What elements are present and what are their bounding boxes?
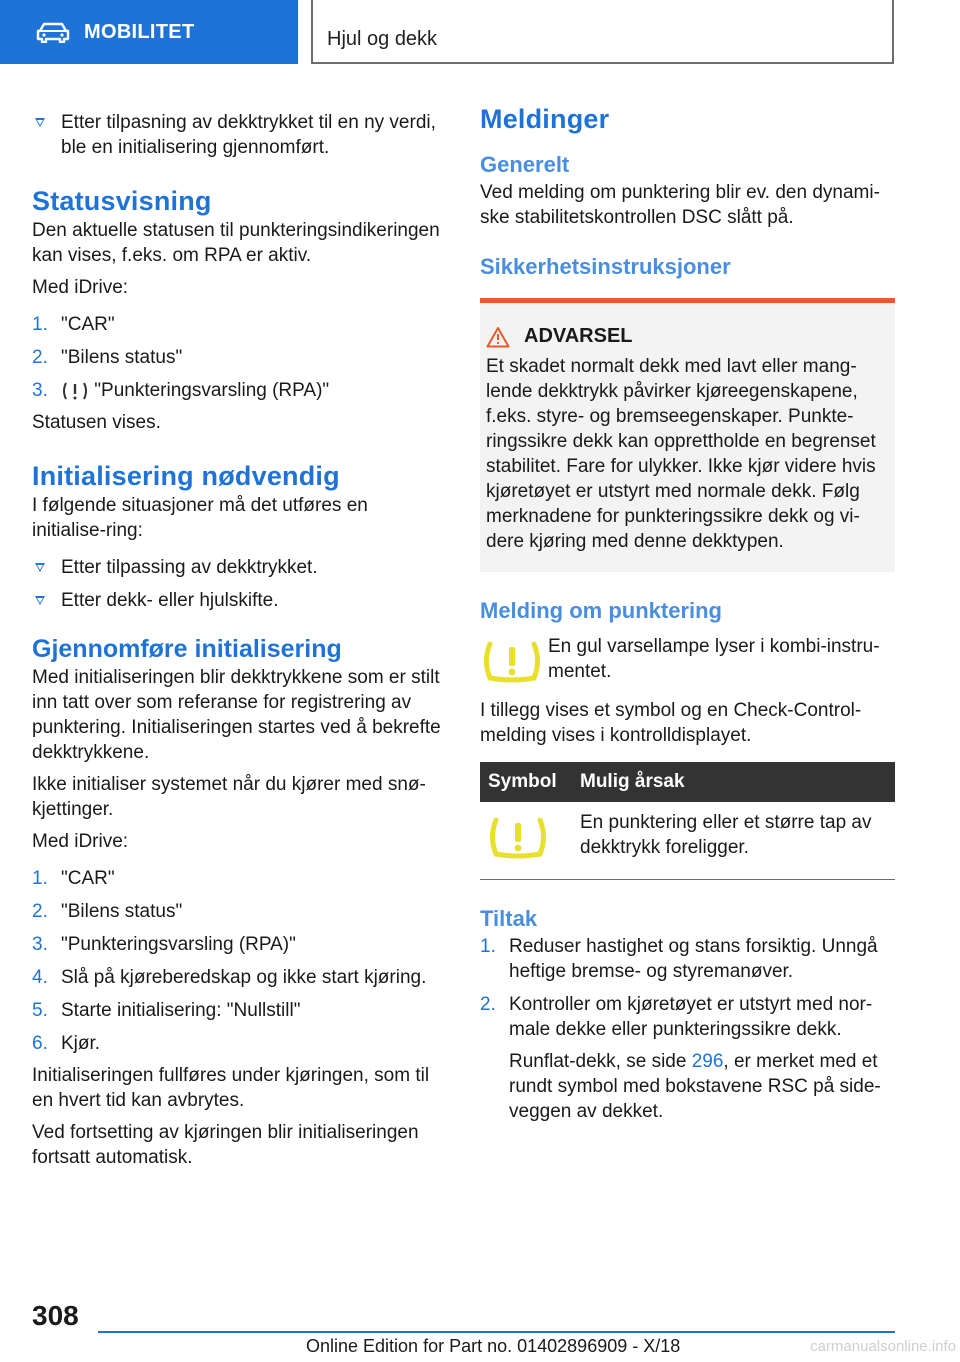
tpms-icon [61, 380, 89, 402]
list-item: 2. "Bilens status" [32, 901, 183, 922]
status-idrive: Med iDrive: [32, 277, 129, 298]
heading-safety: Sikkerhetsinstruksjoner [480, 254, 731, 279]
puncture-text-2: I tillegg vises et symbol og en Check-Control-melding vises i kontrolldisplayet. [480, 700, 862, 746]
list-item: 3. "Punkteringsvarsling (RPA)" [32, 380, 330, 401]
page-number: 308 [32, 1300, 79, 1331]
warning-box [480, 298, 895, 572]
puncture-row [480, 634, 895, 684]
edition-text: Online Edition for Part no. 01402896909 - X/18 [306, 1336, 681, 1356]
page-link-296[interactable]: 296 [691, 1051, 724, 1072]
chapter-box [311, 0, 894, 64]
list-item: 2. "Bilens status" [32, 347, 183, 368]
heading-general: Generelt [480, 152, 570, 177]
warning-title: ADVARSEL [524, 325, 633, 347]
chapter-title: Hjul og dekk [327, 28, 438, 50]
list-item: 3. "Punkteringsvarsling (RPA)" [32, 934, 296, 955]
general-text: Ved melding om punktering blir ev. den dynami-ske stabilitetskontrollen DSC slått på. [480, 182, 880, 228]
heading-messages: Meldinger [480, 104, 610, 134]
list-item: 1. "CAR" [32, 314, 115, 335]
left-column [32, 96, 444, 1170]
warning-triangle-icon [486, 326, 510, 348]
heading-action: Tiltak [480, 906, 538, 931]
list-item: 6. Kjør. [32, 1033, 101, 1054]
car-icon [36, 21, 70, 43]
right-column [480, 96, 895, 1124]
col-cause: Mulig årsak [572, 762, 895, 802]
status-result: Statusen vises. [32, 412, 161, 433]
perform-complete-text: Initialiseringen fullføres under kjøringen, som til en hvert tid kan avbrytes. [32, 1065, 430, 1111]
perform-text: Med initialiseringen blir dekktrykkene som er stilt inn tatt over som referanse for registrering av punktering. Initialiseringen startes ved å bekrefte dekktrykkene. [32, 667, 441, 763]
heading-perform: Gjennomføre initialisering [32, 635, 342, 663]
list-item: 1. "CAR" [32, 868, 115, 889]
perform-idrive: Med iDrive: [32, 831, 129, 852]
list-item: 2. Kontroller om kjøretøyet er utstyrt med nor-male dekke eller punkteringssikre dekk. [480, 994, 873, 1040]
triangle-bullet-icon [35, 596, 45, 605]
list-item: Etter dekk- eller hjulskifte. [32, 588, 444, 613]
cause-text: En punktering eller et større tap av dekktrykk foreligger. [572, 802, 895, 880]
tpms-warning-icon [482, 638, 542, 684]
list-item: 1. Reduser hastighet og stans forsiktig. Unngå heftige bremse- og styremanøver. [480, 936, 878, 982]
watermark: carmanualsonline.info [810, 1338, 956, 1355]
section-tab [0, 0, 298, 64]
list-item: Etter tilpassing av dekktrykket. [32, 555, 444, 580]
symbol-table [480, 762, 895, 880]
warning-text: Et skadet normalt dekk med lavt eller mang-lende dekktrykk påvirker kjøreegenskapene, f.eks. styre- og bremseegenskaper. Punkte-ringssikre dekk kan opprettholde en begrenset stabilitet. Fare for ulykker. Ikke kjør videre hvis kjøretøyet er utstyrt med normale dekk. Følg merknadene for punkteringssikre dekk og vi-dere kjøring med denne dekktypen. [486, 356, 876, 552]
runflat-text: Runflat-dekk, se side 296, er merket med et rundt symbol med bokstavene RSC på side-veggen av dekket. [509, 1051, 881, 1122]
triangle-bullet-icon [35, 118, 45, 127]
col-symbol: Symbol [480, 762, 572, 802]
tpms-warning-icon [488, 814, 548, 860]
footer-rule [98, 1331, 895, 1333]
section-title: MOBILITET [84, 20, 195, 43]
triangle-bullet-icon [35, 563, 45, 572]
list-item: 4. Slå på kjøreberedskap og ikke start kjøring. [32, 967, 427, 988]
heading-init: Initialisering nødvendig [32, 461, 340, 491]
table-row [480, 802, 895, 880]
list-item: 5. Starte initialisering: "Nullstill" [32, 1000, 301, 1021]
perform-warning-text: Ikke initialiser systemet når du kjører med snø-kjettinger. [32, 774, 426, 820]
init-text: I følgende situasjoner må det utføres en initialise-ring: [32, 495, 368, 541]
list-item: Etter tilpasning av dekktrykket til en ny verdi, ble en initialisering gjennomført. [32, 110, 444, 160]
puncture-text: En gul varsellampe lyser i kombi-instru-mentet. [548, 636, 880, 682]
status-text: Den aktuelle statusen til punkteringsindikeringen kan vises, f.eks. om RPA er aktiv. [32, 220, 440, 266]
heading-status: Statusvisning [32, 186, 212, 216]
heading-puncture: Melding om punktering [480, 598, 722, 623]
perform-continue-text: Ved fortsetting av kjøringen blir initialiseringen fortsatt automatisk. [32, 1122, 419, 1168]
